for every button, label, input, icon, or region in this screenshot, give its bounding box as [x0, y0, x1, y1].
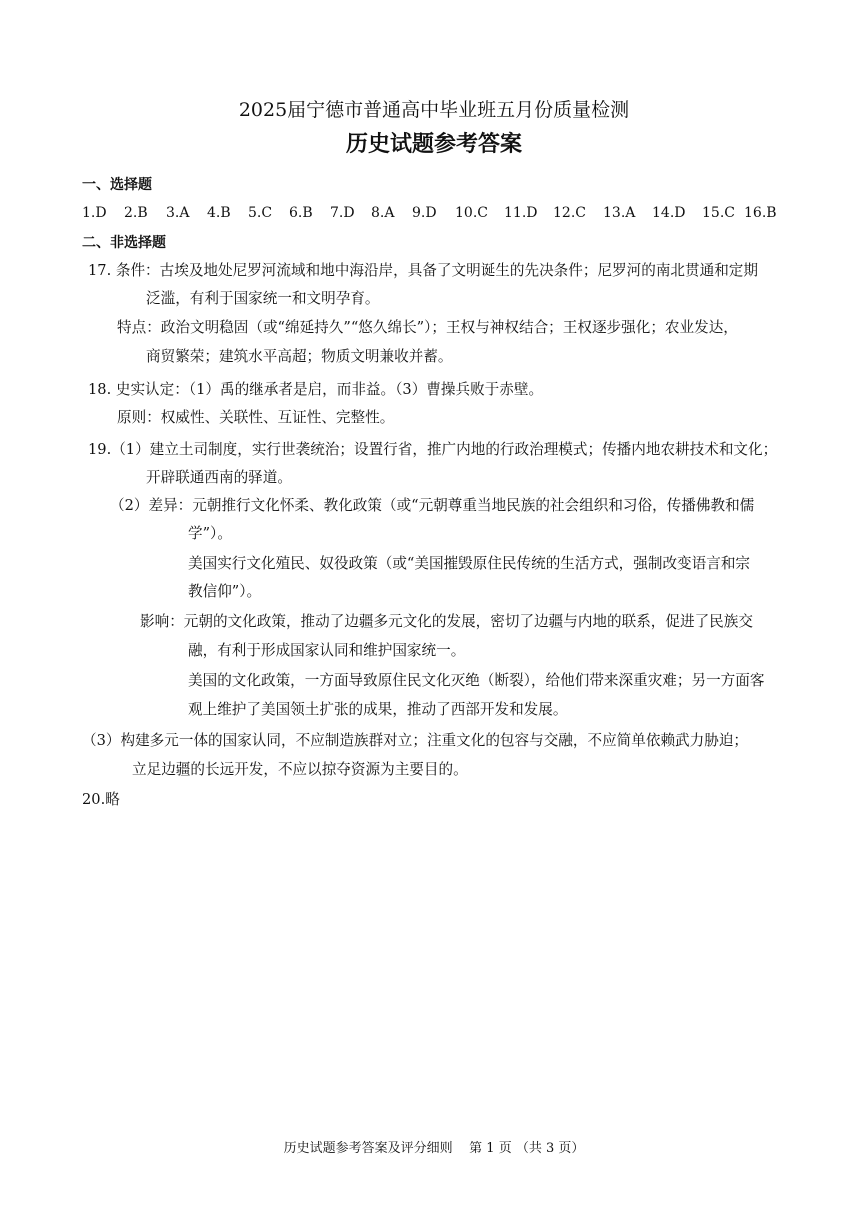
q19-line: （3）构建多元一体的国家认同，不应制造族群对立；注重文化的包容与交融，不应简单依赖武力胁迫；: [82, 732, 749, 749]
q20-line: 20.略: [82, 791, 120, 808]
page-footer: 历史试题参考答案及评分细则 第 1 页 （共 3 页）: [283, 1141, 585, 1156]
answer-item: 16.B: [744, 205, 777, 221]
answer-item: 5.C: [248, 205, 273, 221]
q17-line: 商贸繁荣；建筑水平高超；物质文明兼收并蓄。: [146, 348, 453, 365]
q19-line: （2）差异：元朝推行文化怀柔、教化政策（或“元朝尊重当地民族的社会组织和习俗，传播佛教和儒: [110, 497, 755, 514]
q19-line: 观上维护了美国领土扩张的成果，推动了西部开发和发展。: [188, 701, 568, 718]
answer-item: 14.D: [652, 205, 686, 221]
answer-item: 15.C: [702, 205, 735, 221]
document-subtitle: 历史试题参考答案: [345, 132, 522, 157]
answer-item: 2.B: [124, 205, 148, 221]
q19-line: 教信仰”）。: [188, 583, 262, 600]
q19-line: 美国实行文化殖民、奴役政策（或“美国摧毁原住民传统的生活方式，强制改变语言和宗: [188, 555, 751, 572]
q17-line: 特点：政治文明稳固（或“绵延持久”“悠久绵长”）；王权与神权结合；王权逐步强化；农业发达，: [117, 319, 738, 336]
q19-line: 美国的文化政策，一方面导致原住民文化灭绝（断裂），给他们带来深重灾难；另一方面客: [188, 672, 765, 689]
q19-line: 学”）。: [188, 525, 232, 542]
section-heading-choice: 一、选择题: [82, 177, 152, 193]
answer-item: 10.C: [455, 205, 488, 221]
answer-item: 11.D: [504, 205, 538, 221]
document-title: 2025届宁德市普通高中毕业班五月份质量检测: [238, 99, 630, 121]
answer-item: 8.A: [371, 205, 395, 221]
answer-item: 12.C: [553, 205, 586, 221]
answer-item: 9.D: [412, 205, 437, 221]
answer-item: 7.D: [330, 205, 355, 221]
answer-item: 6.B: [289, 205, 313, 221]
answer-item: 4.B: [207, 205, 231, 221]
q19-line: 19.（1）建立土司制度，实行世袭统治；设置行省，推广内地的行政治理模式；传播内地农耕技术和文化；: [88, 441, 778, 458]
q19-line: 立足边疆的长远开发，不应以掠夺资源为主要目的。: [132, 761, 468, 778]
q18-line: 18. 史实认定：（1）禹的继承者是启，而非益。（3）曹操兵败于赤壁。: [88, 381, 544, 398]
answer-item: 13.A: [603, 205, 636, 221]
q17-line: 17. 条件：古埃及地处尼罗河流域和地中海沿岸，具备了文明诞生的先决条件；尼罗河的南北贯通和定期: [88, 262, 758, 279]
answer-item: 3.A: [166, 205, 190, 221]
q19-line: 开辟联通西南的驿道。: [146, 469, 292, 486]
section-heading-nonchoice: 二、非选择题: [82, 235, 166, 251]
q17-line: 泛滥，有利于国家统一和文明孕育。: [146, 290, 380, 307]
q19-line: 影响：元朝的文化政策，推动了边疆多元文化的发展，密切了边疆与内地的联系，促进了民族交: [140, 613, 753, 630]
q18-line: 原则：权威性、关联性、互证性、完整性。: [117, 409, 395, 426]
answer-item: 1.D: [82, 205, 107, 221]
q19-line: 融，有利于形成国家认同和维护国家统一。: [188, 642, 466, 659]
